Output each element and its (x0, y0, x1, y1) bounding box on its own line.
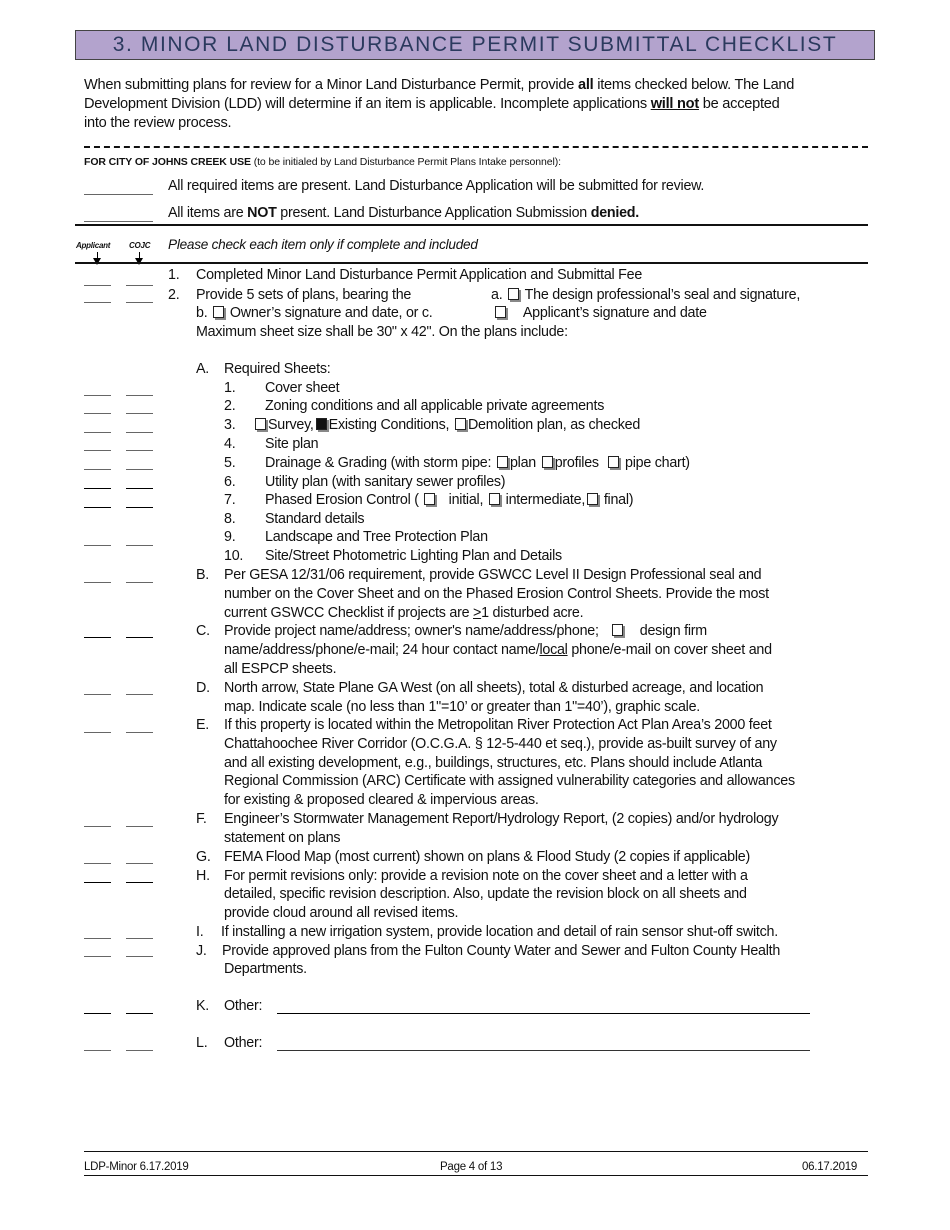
option-text: Owner’s signature and date, or c. (229, 305, 433, 321)
column-cojc: COJC (129, 241, 151, 250)
required-sheets-heading: Required Sheets: (224, 361, 331, 377)
column-applicant: Applicant (76, 241, 111, 250)
option-letter: a. (491, 287, 503, 303)
applicant-blank[interactable] (84, 882, 111, 883)
check-instruction: Please check each item only if complete and included (168, 237, 478, 252)
checkbox-demolition[interactable] (455, 418, 466, 430)
applicant-blank[interactable] (84, 469, 111, 470)
sheet-utility: Utility plan (with sanitary sewer profiles) (265, 474, 506, 490)
item-d-text: North arrow, State Plane GA West (on all sheets), total & disturbed acreage, and location (224, 680, 764, 696)
cojc-blank[interactable] (126, 507, 153, 508)
city-use-label (84, 153, 561, 171)
item-letter: F. (196, 811, 207, 827)
item-c-text (224, 641, 772, 659)
intro-text: items checked below. The Land (593, 77, 795, 93)
checkbox[interactable] (213, 306, 224, 318)
item-letter: B. (196, 567, 210, 583)
item-number: 1. (168, 267, 180, 283)
item-letter: G. (196, 849, 211, 865)
section-title-banner (75, 30, 875, 60)
option-text: Drainage & Grading (with storm pipe: (265, 455, 492, 471)
text: present. Land Disturbance Application Submission (276, 205, 591, 221)
item-letter: J. (196, 943, 207, 959)
intro-emphasis-will-not: will not (650, 96, 699, 112)
option-text: Existing Conditions, (328, 417, 450, 433)
cojc-blank[interactable] (126, 395, 153, 396)
sheet-lighting: Site/Street Photometric Lighting Plan and Details (265, 548, 562, 564)
checkbox-pipe-chart[interactable] (608, 456, 619, 468)
text: 1 disturbed acre. (481, 605, 584, 621)
item-letter: C. (196, 623, 210, 639)
item-e-text: for existing & proposed cleared & impervious areas. (224, 792, 539, 808)
cojc-blank[interactable] (126, 694, 153, 695)
option-text: final) (603, 492, 634, 508)
item-2-text: Provide 5 sets of plans, bearing the (196, 287, 412, 303)
text-not: NOT (247, 205, 277, 221)
option-letter: b. (196, 305, 208, 321)
sub-number: 2. (224, 398, 236, 414)
applicant-blank[interactable] (84, 545, 111, 546)
sheet-drainage (265, 454, 690, 472)
other-label: Other: (224, 1035, 263, 1051)
cojc-blank[interactable] (126, 450, 153, 451)
item-e-text: Chattahoochee River Corridor (O.C.G.A. § 12-5-440 et seq.), provide as-built survey of any (224, 736, 777, 752)
item-f-text: statement on plans (224, 830, 341, 846)
sheet-landscape: Landscape and Tree Protection Plan (265, 529, 488, 545)
footer-divider (84, 1175, 868, 1176)
item-number: 2. (168, 287, 180, 303)
applicant-blank[interactable] (84, 450, 111, 451)
cojc-blank[interactable] (126, 545, 153, 546)
item-letter: E. (196, 717, 210, 733)
item-c-text: all ESPCP sheets. (224, 661, 337, 677)
cojc-blank[interactable] (126, 302, 153, 303)
intro-line-3: into the review process. (84, 115, 232, 131)
checkbox-final[interactable] (587, 493, 598, 505)
applicant-blank[interactable] (84, 488, 111, 489)
sub-number: 4. (224, 436, 236, 452)
option-text: plan (509, 455, 536, 471)
applicant-blank[interactable] (84, 302, 111, 303)
sub-number: 6. (224, 474, 236, 490)
sheet-zoning: Zoning conditions and all applicable private agreements (265, 398, 605, 414)
option-text: intermediate, (505, 492, 586, 508)
checkbox-design-firm[interactable] (612, 624, 623, 636)
item-g-text: FEMA Flood Map (most current) shown on plans & Flood Study (2 copies if applicable) (224, 849, 750, 865)
cojc-blank[interactable] (126, 488, 153, 489)
cojc-blank[interactable] (126, 956, 153, 957)
applicant-blank[interactable] (84, 285, 111, 286)
cojc-blank[interactable] (126, 413, 153, 414)
option-text: Survey, (268, 417, 314, 433)
cojc-blank[interactable] (126, 863, 153, 864)
intro-text: Development Division (LDD) will determine if an item is applicable. Incomplete applications (84, 96, 651, 112)
sub-number: 3. (224, 417, 236, 433)
checkbox-plan[interactable] (497, 456, 508, 468)
applicant-blank[interactable] (84, 1050, 111, 1051)
cojc-blank[interactable] (126, 285, 153, 286)
intro-emphasis-all: all (577, 77, 594, 93)
applicant-blank[interactable] (84, 826, 111, 827)
applicant-blank[interactable] (84, 582, 111, 583)
intro-text: be accepted (698, 96, 780, 112)
option-text: Demolition plan, as checked (467, 417, 641, 433)
section-divider (75, 262, 868, 264)
text: current GSWCC Checklist if projects are (224, 605, 473, 621)
footer-doc-id: LDP-Minor 6.17.2019 (84, 1161, 189, 1173)
page-title: 3. MINOR LAND DISTURBANCE PERMIT SUBMITTAL CHECKLIST (112, 33, 838, 56)
applicant-blank[interactable] (84, 694, 111, 695)
item-2-option-a (491, 286, 800, 304)
item-letter: I. (196, 924, 204, 940)
text: phone/e-mail on cover sheet and (567, 642, 772, 658)
sub-number: 10. (224, 548, 244, 564)
item-letter: L. (196, 1035, 208, 1051)
option-text: Phased Erosion Control ( (265, 492, 419, 508)
other-label: Other: (224, 998, 263, 1014)
sheet-erosion-control (265, 491, 633, 509)
applicant-blank[interactable] (84, 938, 111, 939)
checkbox[interactable] (508, 288, 519, 300)
city-use-note: (to be initialed by Land Disturbance Permit Plans Intake personnel): (250, 156, 561, 168)
item-letter: H. (196, 868, 210, 884)
option-text: pipe chart) (625, 455, 690, 471)
applicant-blank[interactable] (84, 432, 111, 433)
sheet-cover: Cover sheet (265, 380, 340, 396)
item-i-text: If installing a new irrigation system, provide location and detail of rain sensor shut-off switch. (221, 924, 778, 940)
checkbox-intermediate[interactable] (489, 493, 500, 505)
cojc-blank[interactable] (126, 732, 153, 733)
item-d-text: map. Indicate scale (no less than 1"=10’ or greater than 1"=40’), graphic scale. (224, 699, 700, 715)
item-f-text: Engineer’s Stormwater Management Report/Hydrology Report, (2 copies) and/or hydrology (224, 811, 779, 827)
applicant-blank[interactable] (84, 1013, 111, 1014)
sub-number: 9. (224, 529, 236, 545)
item-b-text (224, 604, 583, 622)
item-h-text: provide cloud around all revised items. (224, 905, 459, 921)
footer-date: 06.17.2019 (802, 1161, 858, 1173)
option-text: Applicant’s signature and date (522, 305, 707, 321)
checkbox-profiles[interactable] (542, 456, 553, 468)
initials-blank-approved[interactable] (84, 194, 153, 195)
checkbox[interactable] (495, 306, 506, 318)
cojc-blank[interactable] (126, 882, 153, 883)
cojc-blank[interactable] (126, 469, 153, 470)
applicant-blank[interactable] (84, 732, 111, 733)
section-divider (75, 224, 868, 226)
cojc-blank[interactable] (126, 582, 153, 583)
greater-equal-sign: > (473, 605, 482, 621)
footer-page-number: Page 4 of 13 (440, 1161, 503, 1173)
item-b-text: Per GESA 12/31/06 requirement, provide GSWCC Level II Design Professional seal and (224, 567, 762, 583)
intro-text: When submitting plans for review for a Minor Land Disturbance Permit, provide (84, 77, 578, 93)
sub-number: 7. (224, 492, 236, 508)
item-e-text: Regional Commission (ARC) Certificate with assigned vulnerability categories and allowances (224, 773, 795, 789)
item-2-note: Maximum sheet size shall be 30" x 42". On the plans include: (196, 324, 568, 340)
item-1-text: Completed Minor Land Disturbance Permit Application and Submittal Fee (196, 267, 643, 283)
option-text: initial, (448, 492, 484, 508)
applicant-blank[interactable] (84, 863, 111, 864)
checkbox-initial[interactable] (424, 493, 435, 505)
item-h-text: detailed, specific revision description. Also, update the revision block on all sheets and (224, 886, 747, 902)
sheet-standard-details: Standard details (265, 511, 365, 527)
item-letter: A. (196, 361, 210, 377)
item-letter: K. (196, 998, 210, 1014)
item-2-option-c (493, 304, 707, 322)
text-local: local (539, 642, 568, 658)
applicant-blank[interactable] (84, 395, 111, 396)
sheet-survey-options (253, 416, 640, 434)
footer-divider (84, 1151, 868, 1152)
sub-number: 5. (224, 455, 236, 471)
city-use-heading: FOR CITY OF JOHNS CREEK USE (84, 156, 251, 168)
item-c-text (224, 622, 707, 640)
text: design firm (639, 623, 707, 639)
checkbox-survey[interactable] (255, 418, 266, 430)
item-e-text: If this property is located within the Metropolitan River Protection Act Plan Area’s 2000 feet (224, 717, 772, 733)
text: Provide project name/address; owner's name/address/phone; (224, 623, 599, 639)
dashed-divider (84, 146, 868, 148)
cojc-blank[interactable] (126, 938, 153, 939)
option-text: The design professional’s seal and signature, (524, 287, 801, 303)
text-denied: denied. (590, 205, 640, 221)
item-letter: D. (196, 680, 210, 696)
item-e-text: and all existing development, e.g., buildings, structures, etc. Plans should include Atlanta (224, 755, 763, 771)
city-use-option-denied (168, 204, 639, 222)
sub-number: 1. (224, 380, 236, 396)
cojc-blank[interactable] (126, 637, 153, 638)
initials-blank-denied[interactable] (84, 221, 153, 222)
applicant-blank[interactable] (84, 413, 111, 414)
other-input-l[interactable] (277, 1050, 810, 1051)
text: name/address/phone/e-mail; 24 hour contact name/ (224, 642, 540, 658)
applicant-blank[interactable] (84, 956, 111, 957)
cojc-blank[interactable] (126, 432, 153, 433)
item-2-option-b (196, 304, 433, 322)
sheet-site-plan: Site plan (265, 436, 319, 452)
checkbox-existing-conditions-checked[interactable] (316, 418, 327, 430)
cojc-blank[interactable] (126, 1013, 153, 1014)
item-j-text: Departments. (224, 961, 307, 977)
cojc-blank[interactable] (126, 826, 153, 827)
other-input-k[interactable] (277, 1013, 810, 1014)
item-b-text: number on the Cover Sheet and on the Phased Erosion Control Sheets. Provide the most (224, 586, 769, 602)
option-text: profiles (554, 455, 599, 471)
sub-number: 8. (224, 511, 236, 527)
city-use-option-approved: All required items are present. Land Disturbance Application will be submitted for review. (168, 178, 705, 194)
intro-line-2 (84, 95, 780, 113)
item-j-text: Provide approved plans from the Fulton County Water and Sewer and Fulton County Health (222, 943, 781, 959)
intro-line-1 (84, 76, 794, 94)
text: All items are (168, 205, 248, 221)
cojc-blank[interactable] (126, 1050, 153, 1051)
applicant-blank[interactable] (84, 637, 111, 638)
applicant-blank[interactable] (84, 507, 111, 508)
item-h-text: For permit revisions only: provide a revision note on the cover sheet and a letter with a (224, 868, 748, 884)
